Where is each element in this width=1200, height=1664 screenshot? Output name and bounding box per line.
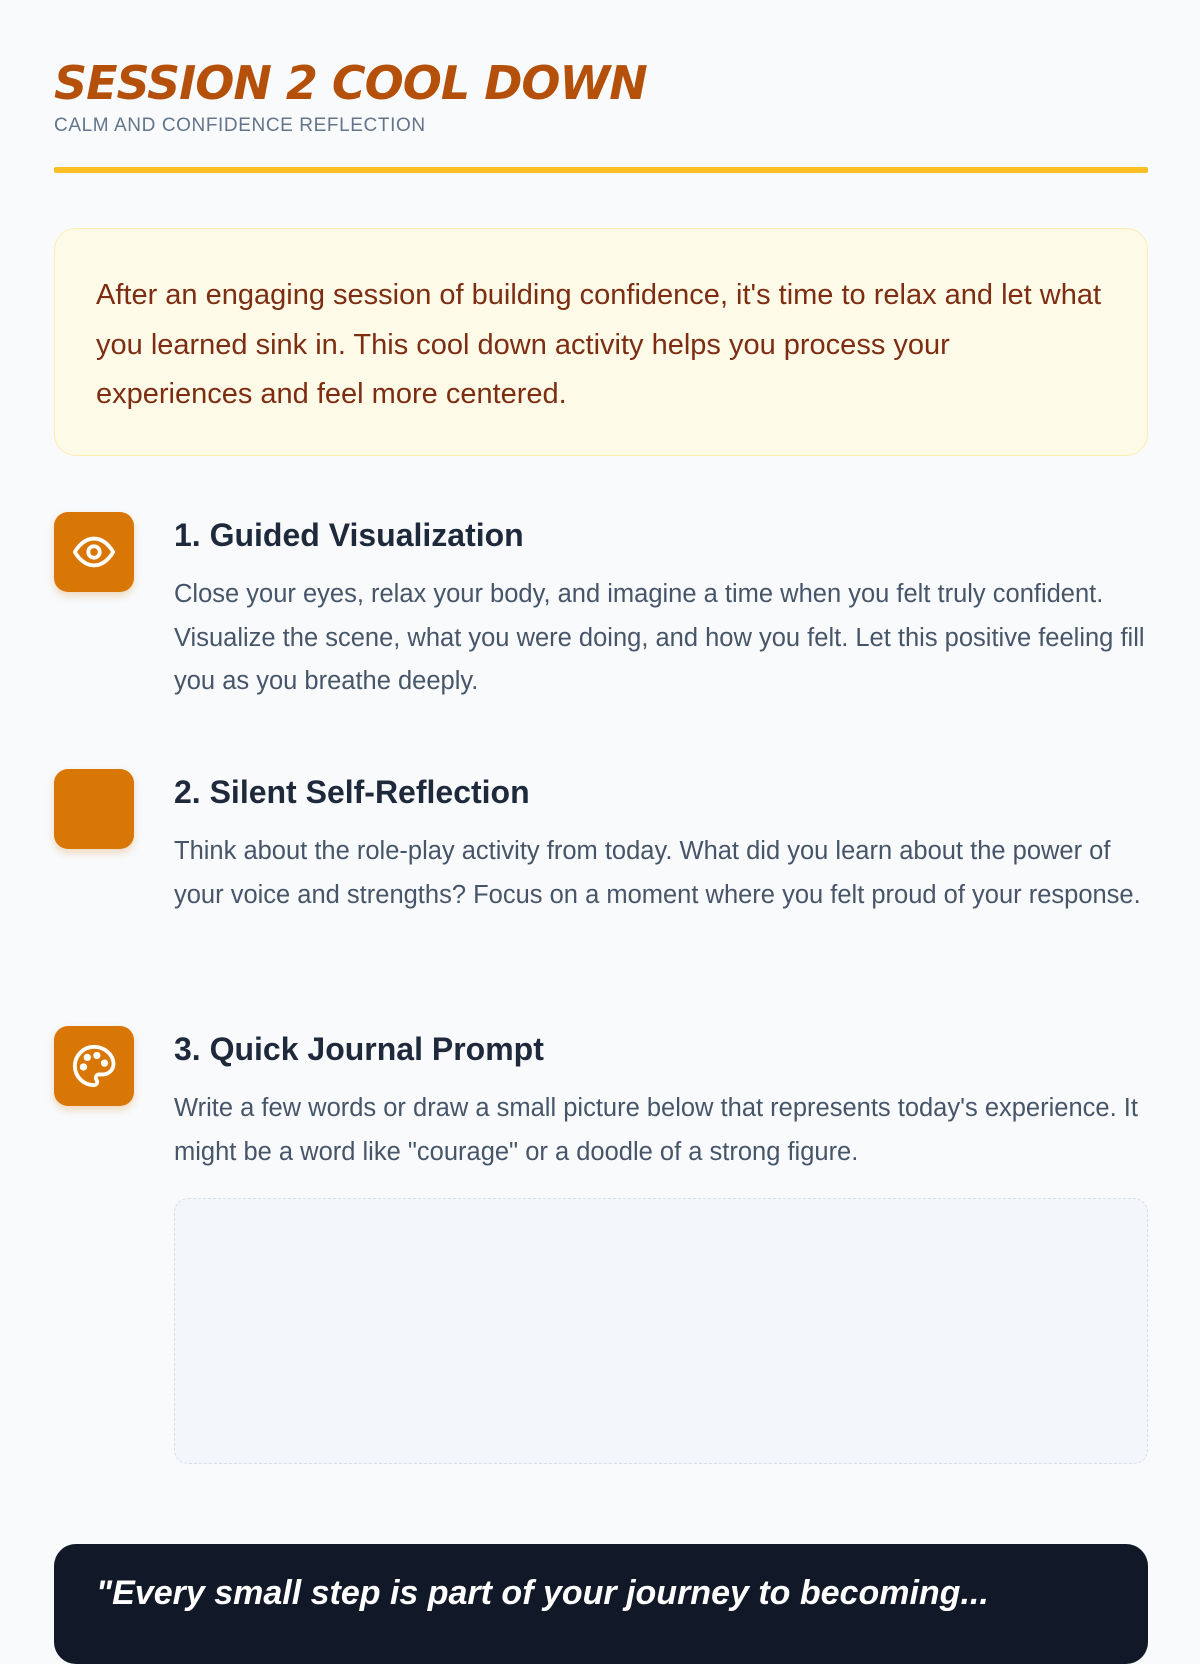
step-title-visualization: 1. Guided Visualization	[174, 517, 524, 553]
eye-icon	[54, 512, 134, 592]
page-title: SESSION 2 COOL DOWN	[54, 56, 647, 110]
header-divider	[54, 167, 1148, 173]
journal-drawing-area[interactable]	[174, 1198, 1148, 1464]
step-text-self-reflection: Think about the role-play activity from today. What did you learn about the power of your voice and strengths? Focus on a moment where you felt proud of your response.	[174, 837, 1141, 909]
palette-icon	[54, 1026, 134, 1106]
reflection-icon-tile	[54, 769, 134, 849]
step-title-journal: 3. Quick Journal Prompt	[174, 1031, 544, 1067]
step-text-journal: Write a few words or draw a small picture below that represents today's experience. It might be a word like "courage" or a doodle of a strong figure.	[174, 1094, 1138, 1166]
page-subtitle: CALM AND CONFIDENCE REFLECTION	[54, 115, 426, 136]
intro-callout: After an engaging session of building confidence, it's time to relax and let what you learned sink in. This cool down activity helps you process your experiences and feel more centered.	[54, 228, 1148, 456]
quote-banner	[54, 1544, 1148, 1664]
quote-text: "Every small step is part of your journey to becoming...	[96, 1574, 989, 1612]
step-text-visualization: Close your eyes, relax your body, and imagine a time when you felt truly confident. Visualize the scene, what you were doing, and how you felt. Let this positive feeling fill you as you breathe deeply.	[174, 580, 1145, 695]
step-title-self-reflection: 2. Silent Self-Reflection	[174, 774, 530, 810]
